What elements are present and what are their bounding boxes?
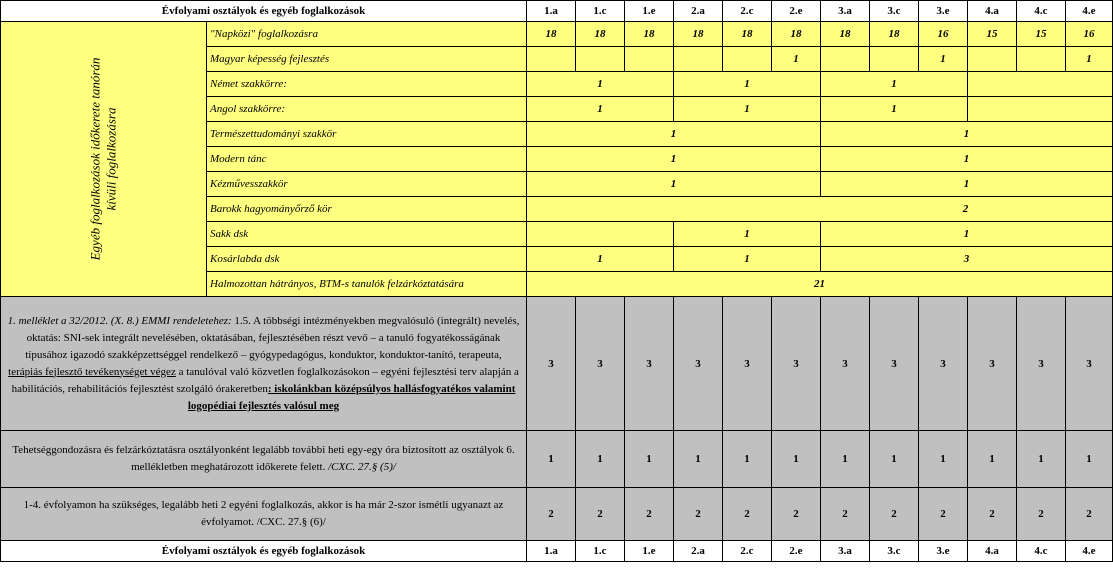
row-label-sakk: Sakk dsk — [207, 222, 527, 247]
footer-class-1a: 1.a — [527, 541, 576, 562]
napkozi-3c: 18 — [870, 22, 919, 47]
sni-1e: 3 — [625, 297, 674, 431]
teh-text — [1, 431, 527, 488]
teh-4a: 1 — [968, 431, 1017, 488]
sni-underline-2: : iskolánkban középsúlyos hallásfogyatékos valamint logopédiai fejlesztés valósul meg — [187, 382, 516, 412]
vertical-label — [1, 22, 207, 297]
class-1a: 1.a — [527, 1, 576, 22]
header-row-bottom — [1, 541, 1113, 562]
footer-class-3a: 3.a — [821, 541, 870, 562]
sni-1a: 3 — [527, 297, 576, 431]
barokk-value — [527, 197, 1113, 222]
sni-1c: 3 — [576, 297, 625, 431]
angol-grade2: 1 — [674, 97, 821, 122]
magyar-1c — [576, 47, 625, 72]
angol-grade1: 1 — [527, 97, 674, 122]
teh-1e: 1 — [625, 431, 674, 488]
sni-4e: 3 — [1066, 297, 1113, 431]
class-3c: 3.c — [870, 1, 919, 22]
class-4a: 4.a — [968, 1, 1017, 22]
egyeni-3e: 2 — [919, 488, 968, 541]
class-4e: 4.e — [1066, 1, 1113, 22]
row-sni — [1, 297, 1113, 431]
teh-3a: 1 — [821, 431, 870, 488]
egyeni-2e: 2 — [772, 488, 821, 541]
napkozi-1e: 18 — [625, 22, 674, 47]
footer-class-2c: 2.c — [723, 541, 772, 562]
kezmu-lower: 1 — [527, 172, 821, 197]
row-teh — [1, 431, 1113, 488]
nemet-grade4 — [968, 72, 1113, 97]
class-2a: 2.a — [674, 1, 723, 22]
footer-class-3e: 3.e — [919, 541, 968, 562]
egyeni-2c: 2 — [723, 488, 772, 541]
teh-1c: 1 — [576, 431, 625, 488]
barokk-value-text: 2 — [962, 203, 969, 215]
egyeni-3c: 2 — [870, 488, 919, 541]
teh-2e: 1 — [772, 431, 821, 488]
term-upper: 1 — [821, 122, 1113, 147]
vertical-label-line1: Egyéb foglalkozások időkerete tanórán — [87, 57, 103, 261]
magyar-2c — [723, 47, 772, 72]
sni-ref: 1. melléklet a 32/2012. (X. 8.) EMMI rendeletehez: — [7, 314, 232, 327]
egyeni-4c: 2 — [1017, 488, 1066, 541]
footer-class-2e: 2.e — [772, 541, 821, 562]
teh-4c: 1 — [1017, 431, 1066, 488]
sni-underline-1: terápiás fejlesztő tevékenységet végez — [8, 365, 176, 378]
teh-text-1: Tehetséggondozásra és felzárkóztatásra osztályonként legalább további heti egy-egy óra biztosított az osztályok 6. mellékletben meghatározott időkerete felett. — [12, 444, 515, 473]
class-3e: 3.e — [919, 1, 968, 22]
footer-title: Évfolyami osztályok és egyéb foglalkozások — [1, 541, 527, 562]
sni-3c: 3 — [870, 297, 919, 431]
magyar-4c — [1017, 47, 1066, 72]
row-label-term: Természettudományi szakkör — [207, 122, 527, 147]
kezmu-upper: 1 — [821, 172, 1113, 197]
sni-3a: 3 — [821, 297, 870, 431]
sni-2a: 3 — [674, 297, 723, 431]
sni-4c: 3 — [1017, 297, 1066, 431]
row-label-kosar: Kosárlabda dsk — [207, 247, 527, 272]
footer-class-4a: 4.a — [968, 541, 1017, 562]
nemet-grade1: 1 — [527, 72, 674, 97]
napkozi-3a: 18 — [821, 22, 870, 47]
egyeni-1c: 2 — [576, 488, 625, 541]
magyar-2a — [674, 47, 723, 72]
magyar-3e: 1 — [919, 47, 968, 72]
vertical-label-line2: kívüli foglalkozásra — [103, 107, 119, 211]
napkozi-2a: 18 — [674, 22, 723, 47]
napkozi-4a: 15 — [968, 22, 1017, 47]
kosar-grade1: 1 — [527, 247, 674, 272]
napkozi-2e: 18 — [772, 22, 821, 47]
row-label-angol: Angol szakkörre: — [207, 97, 527, 122]
row-label-kezmu: Kézművesszakkör — [207, 172, 527, 197]
footer-class-1c: 1.c — [576, 541, 625, 562]
term-lower: 1 — [527, 122, 821, 147]
footer-class-2a: 2.a — [674, 541, 723, 562]
teh-2a: 1 — [674, 431, 723, 488]
magyar-1e — [625, 47, 674, 72]
footer-class-4e: 4.e — [1066, 541, 1113, 562]
angol-grade4 — [968, 97, 1113, 122]
sni-text — [1, 297, 527, 431]
sni-text-2: a tanulóval való közvetlen foglalkozásokon – egyéni fejlesztési terv alapján a habilitációs, rehabilitációs fejlesztést szolgáló órakeretben — [11, 365, 519, 395]
magyar-4a — [968, 47, 1017, 72]
magyar-4e: 1 — [1066, 47, 1113, 72]
sni-4a: 3 — [968, 297, 1017, 431]
napkozi-1c: 18 — [576, 22, 625, 47]
teh-ref: /CXC. 27.§ (5)/ — [328, 461, 396, 473]
egyeni-2a: 2 — [674, 488, 723, 541]
egyeni-1e: 2 — [625, 488, 674, 541]
magyar-3a — [821, 47, 870, 72]
sni-text-1: 1.5. A többségi intézményekben megvalósuló (integrált) nevelés, oktatás: SNI-sek integrált nevelésében, oktatásában, fejlesztésében részt vevő – a tanuló fogyatékosságának típusához igazodó szakképzettséggel rendelkező – gyógypedagógus, konduktor, konduktor-tanító, terapeuta, — [25, 314, 520, 361]
tanc-upper: 1 — [821, 147, 1113, 172]
egyeni-3a: 2 — [821, 488, 870, 541]
teh-1a: 1 — [527, 431, 576, 488]
teh-4e: 1 — [1066, 431, 1113, 488]
footer-class-1e: 1.e — [625, 541, 674, 562]
egyeni-4a: 2 — [968, 488, 1017, 541]
sakk-upper: 1 — [821, 222, 1113, 247]
row-label-halm: Halmozottan hátrányos, BTM-s tanulók felzárkóztatására — [207, 272, 527, 297]
header-row-top — [1, 1, 1113, 22]
class-2e: 2.e — [772, 1, 821, 22]
kosar-grade2: 1 — [674, 247, 821, 272]
class-3a: 3.a — [821, 1, 870, 22]
napkozi-1a: 18 — [527, 22, 576, 47]
nemet-grade2: 1 — [674, 72, 821, 97]
magyar-3c — [870, 47, 919, 72]
row-label-barokk: Barokk hagyományőrző kör — [207, 197, 527, 222]
sakk-grade2: 1 — [674, 222, 821, 247]
sni-3e: 3 — [919, 297, 968, 431]
magyar-1a — [527, 47, 576, 72]
teh-3e: 1 — [919, 431, 968, 488]
sni-2e: 3 — [772, 297, 821, 431]
class-1c: 1.c — [576, 1, 625, 22]
class-1e: 1.e — [625, 1, 674, 22]
egyeni-4e: 2 — [1066, 488, 1113, 541]
row-label-napkozi: "Napközi" foglalkozásra — [207, 22, 527, 47]
row-label-magyar: Magyar képesség fejlesztés — [207, 47, 527, 72]
sni-2c: 3 — [723, 297, 772, 431]
tanc-lower: 1 — [527, 147, 821, 172]
row-label-nemet: Német szakkörre: — [207, 72, 527, 97]
class-4c: 4.c — [1017, 1, 1066, 22]
class-2c: 2.c — [723, 1, 772, 22]
angol-grade3: 1 — [821, 97, 968, 122]
magyar-2e: 1 — [772, 47, 821, 72]
header-title: Évfolyami osztályok és egyéb foglalkozások — [1, 1, 527, 22]
napkozi-3e: 16 — [919, 22, 968, 47]
footer-class-3c: 3.c — [870, 541, 919, 562]
napkozi-2c: 18 — [723, 22, 772, 47]
row-egyeni — [1, 488, 1113, 541]
egyeni-1a: 2 — [527, 488, 576, 541]
egyeni-text: 1-4. évfolyamon ha szükséges, legalább heti 2 egyéni foglalkozás, akkor is ha már 2-szor ismétli ugyanazt az évfolyamot. /CXC. 27.§ (6)/ — [1, 488, 527, 541]
row-napkozi — [1, 22, 1113, 47]
napkozi-4e: 16 — [1066, 22, 1113, 47]
teh-3c: 1 — [870, 431, 919, 488]
halm-value: 21 — [527, 272, 1113, 297]
footer-class-4c: 4.c — [1017, 541, 1066, 562]
nemet-grade3: 1 — [821, 72, 968, 97]
napkozi-4c: 15 — [1017, 22, 1066, 47]
kosar-upper: 3 — [821, 247, 1113, 272]
row-label-tanc: Modern tánc — [207, 147, 527, 172]
teh-2c: 1 — [723, 431, 772, 488]
sakk-blank — [527, 222, 674, 247]
